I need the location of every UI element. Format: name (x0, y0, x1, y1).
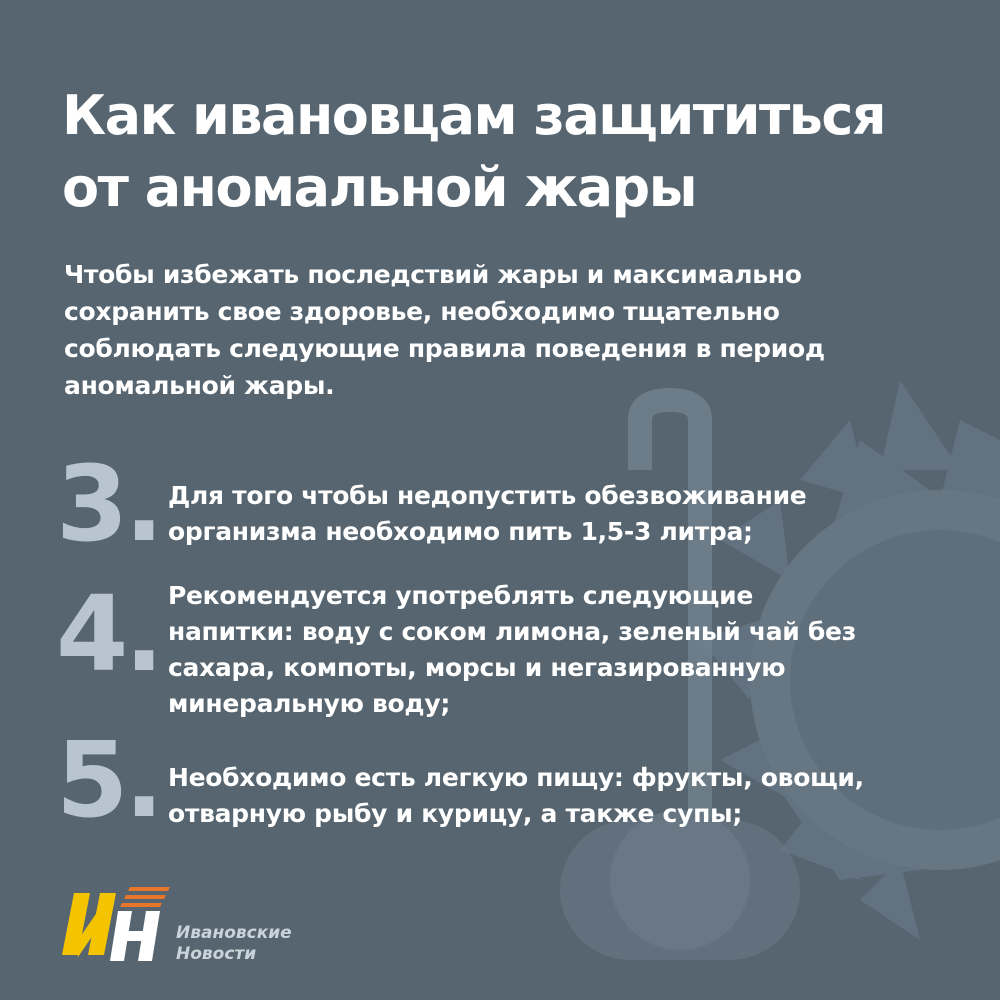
rule-text-line: напитки: воду с соком лимона, зеленый чай без (168, 617, 856, 646)
rule-text-line: сахара, компоты, морсы и негазированную (168, 653, 786, 682)
logo-line-1: Ивановские (176, 923, 292, 943)
rule-text (168, 760, 968, 832)
logo-mark-icon (60, 885, 172, 967)
rule-text-line: Рекомендуется употреблять следующие (168, 581, 753, 610)
intro-line: соблюдать следующие правила поведения в период (64, 334, 825, 363)
rule-number: 5. (56, 719, 160, 841)
rule-text-line: отварную рыбу и курицу, а также супы; (168, 799, 743, 828)
rule-text-line: минеральную воду; (168, 689, 451, 718)
intro-line: Чтобы избежать последствий жары и максимально (64, 260, 802, 289)
logo-line-2: Новости (176, 944, 257, 964)
intro-paragraph (64, 256, 944, 404)
rule-text (168, 478, 968, 550)
thermometer-shadow (560, 820, 800, 960)
page-title (62, 80, 962, 224)
rule-number: 4. (56, 573, 160, 695)
intro-line: сохранить свое здоровье, необходимо тщательно (64, 297, 780, 326)
rule-text (168, 578, 968, 722)
rule-text-line: Для того чтобы недопустить обезвоживание (168, 481, 807, 510)
ivanovskie-novosti-logo (60, 885, 320, 975)
title-line-2: от аномальной жары (62, 156, 697, 219)
rule-number: 3. (56, 443, 160, 565)
title-line-1: Как ивановцам защититься (62, 84, 886, 147)
intro-line: аномальной жары. (64, 371, 335, 400)
logo-text (176, 923, 292, 965)
rule-text-line: Необходимо есть легкую пищу: фрукты, овощи, (168, 763, 864, 792)
rule-text-line: организма необходимо пить 1,5-3 литра; (168, 517, 753, 546)
